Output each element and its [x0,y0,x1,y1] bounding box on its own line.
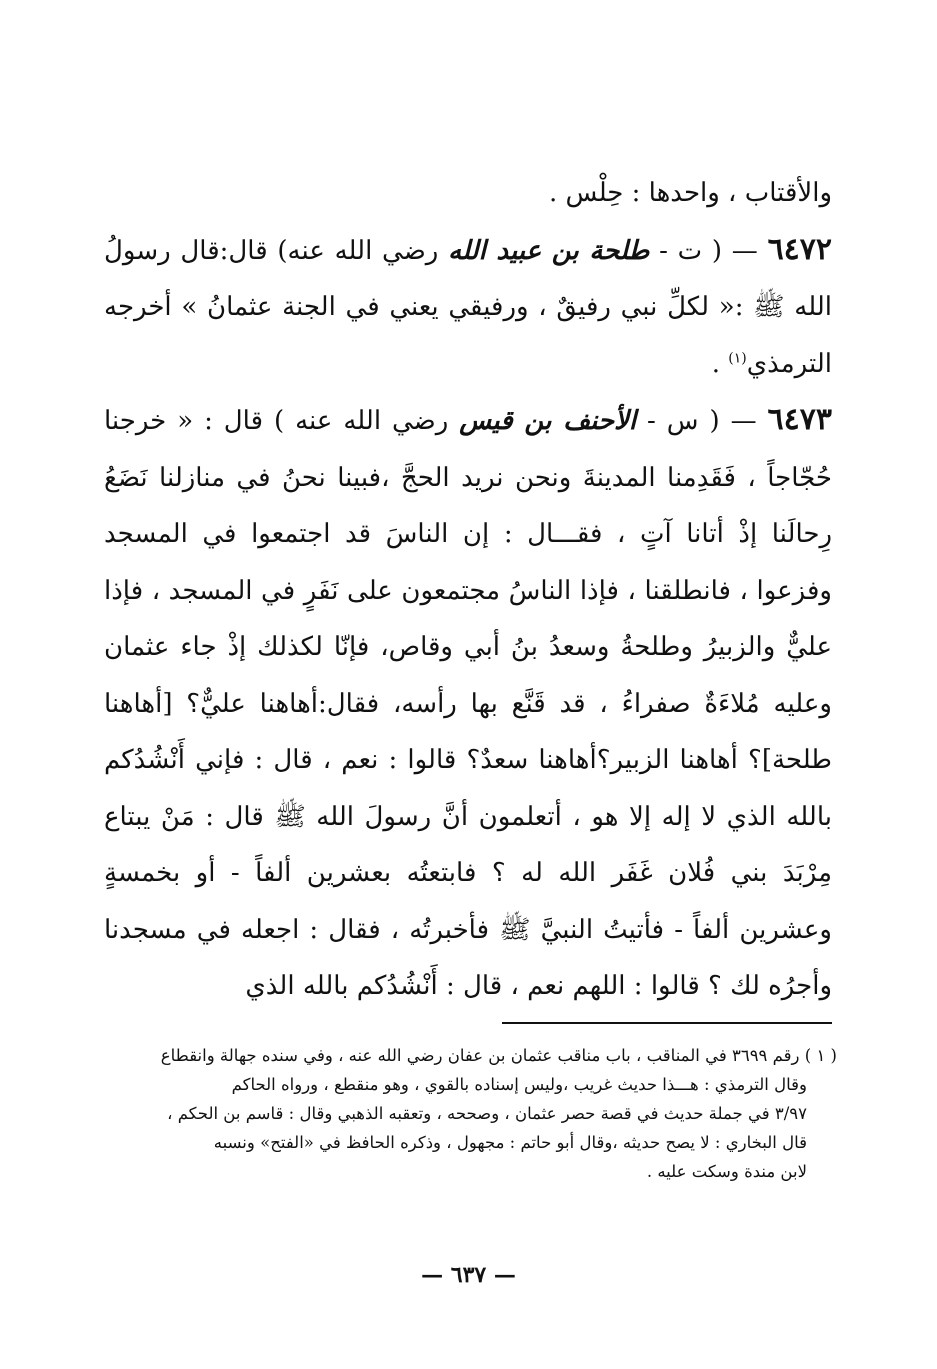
page-number: — ٦٣٧ — [421,1262,516,1288]
footnote-marker: (١) [728,349,747,366]
intro-line: والأقتاب ، واحدها : حِلْس . [549,178,832,208]
footnote-line: لابن مندة وسكت عليه . [646,1162,807,1181]
source-code: ت - [649,235,703,266]
hadith-number: ٦٤٧٣ [767,402,832,437]
hadith-entry-6473 [104,392,832,1015]
hadith-number: ٦٤٧٢ [767,231,833,267]
main-text [104,165,832,1015]
footnote-line: قال البخاري : لا يصح حديثه ،وقال أبو حاتم : مجهول ، وذكره الحافظ في «الفتح» ونسبه [213,1133,807,1152]
hadith-text: رضي الله عنه ) قال : « خرجنا حُجّاجاً ، فَقَدِمنا المدينةَ ونحن نريد الحجَّ ،فبينا نحنُ في منازلنا نَضَعُ رِحالَنا إذْ أتانا آتٍ ، فقـــال : إن الناسَ قد اجتمعوا في المسجد وفزعوا ، فانطلقنا ، فإذا الناسُ مجتمعون على نَفَرٍ في المسجد ، فإذا عليٌّ والزبيرُ وطلحةُ وسعدُ بنُ أبي وقاص، فإنّا لكذلك إذْ جاء عثمان وعليه مُلاءَةٌ صفراءُ ، قد قَنَّع بها رأسه، فقال:أهاهنا عليٌّ؟ [أهاهنا طلحة]؟ أهاهنا الزبير؟أهاهنا سعدٌ؟ قالوا : نعم ، قال : فإني أَنْشُدُكم بالله الذي لا إله إلا هو ، أتعلمون أنَّ رسولَ الله ﷺ قال : مَنْ يبتاع مِرْبَدَ بني فُلان غَفَر الله له ؟ فابتعتُه بعشرين ألفاً - أو بخمسةٍ وعشرين ألفاً - فأتيتُ النبيَّ ﷺ فأخبرتُه ، فقال : اجعله في مسجدنا وأجرُه لك ؟ قالوا : اللهم نعم ، قال : أَنْشُدُكم بالله الذي [104,406,832,1001]
entry-dash: — ( [698,406,768,436]
hadith-text: رضي الله عنه) قال:قال رسولُ الله ﷺ :« لكلِّ نبي رفيقٌ ، ورفيقي يعني في الجنة عثمانُ » أخرجه الترمذي [104,235,832,379]
source-code: س - [636,406,699,436]
footnotes [102,1041,837,1186]
footnote-line: وقال الترمذي : هـــذا حديث غريب ،وليس إسناده بالقوي ، وهو منقطع ، ورواه الحاكم [231,1075,807,1094]
entry-end: . [711,348,729,379]
entry-dash: — ( [702,235,768,266]
narrator-name: الأحنف بن قيس [459,406,637,436]
footnote-separator [502,1022,832,1024]
footnote-line: ( ١ ) رقم ٣٦٩٩ في المناقب ، باب مناقب عثمان بن عفان رضي الله عنه ، وفي سنده جهالة وانقطاع [160,1046,837,1065]
hadith-entry-6472 [104,222,832,393]
footnote-line: ٣/٩٧ في جملة حديث في قصة حصر عثمان ، وصححه ، وتعقبه الذهبي وقال : قاسم بن الحكم ، [167,1104,807,1123]
narrator-name: طلحة بن عبيد الله [448,235,650,266]
